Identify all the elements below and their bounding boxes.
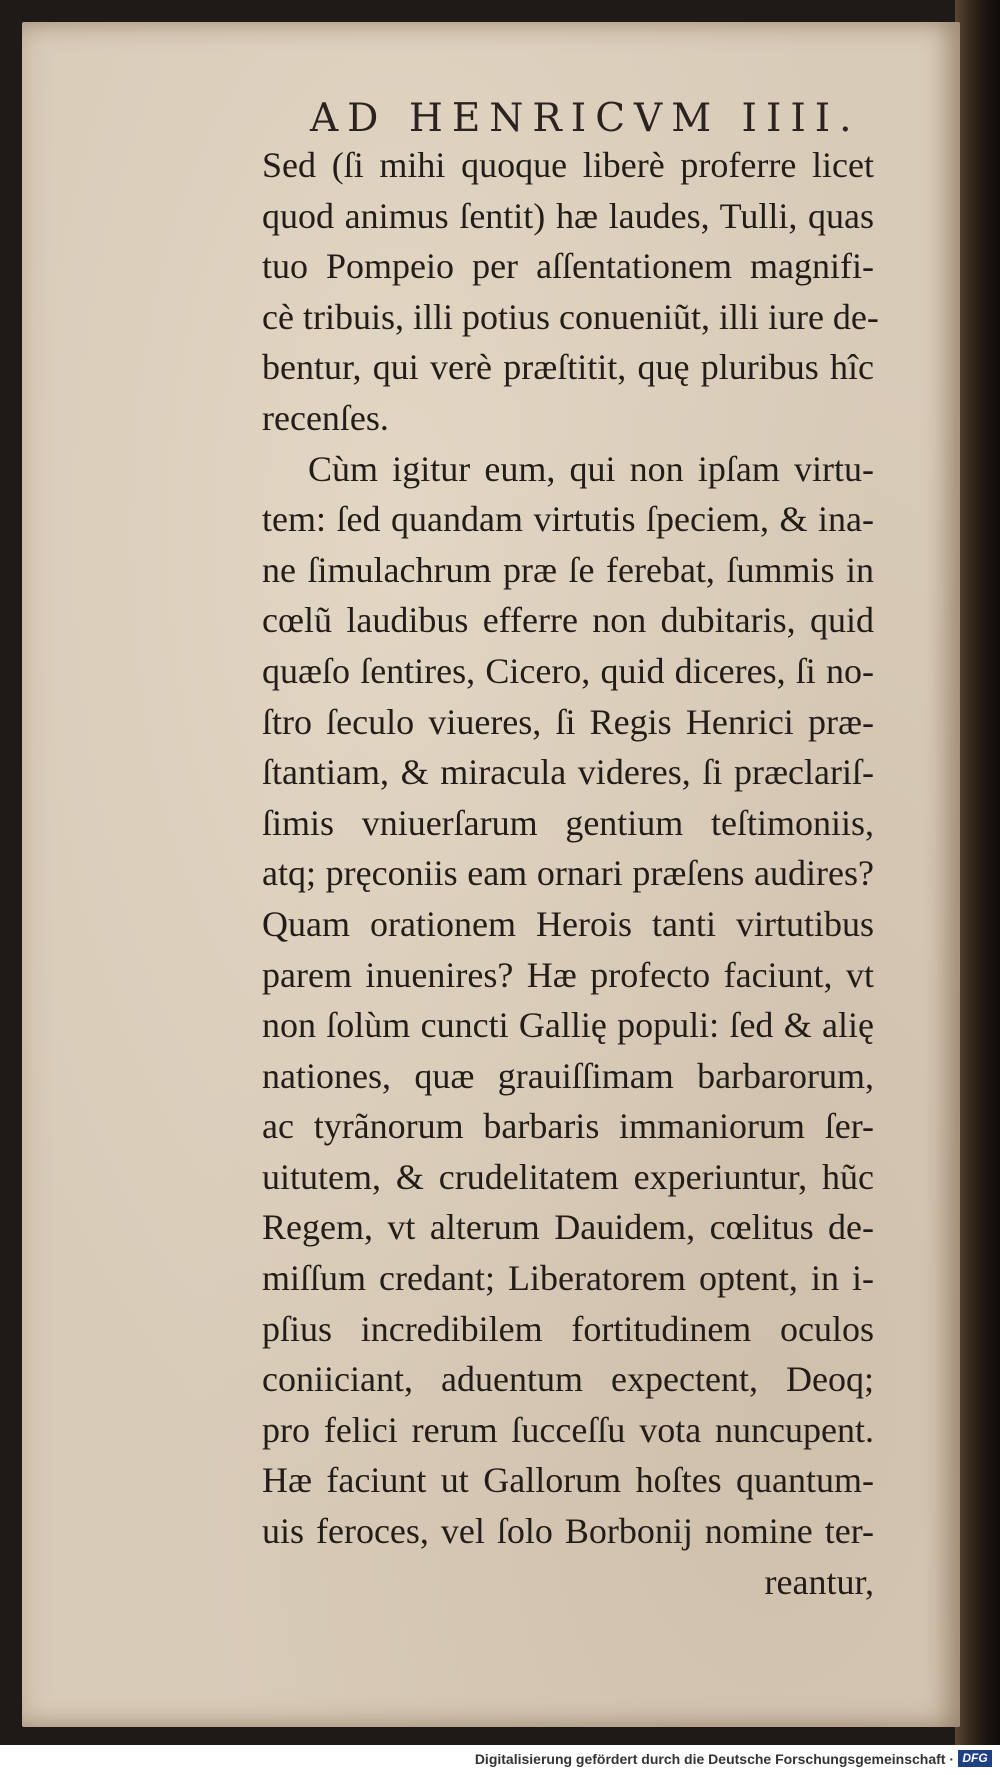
text-line: cè tribuis, illi potius conueniũt, illi iure de- bbox=[262, 296, 879, 337]
text-line: atq; pręconiis eam ornari præſens audires? bbox=[262, 853, 874, 894]
text-line: ſimis vniuerſarum gentium teſtimoniis, bbox=[262, 802, 874, 843]
text-line: quod animus ſentit) hæ laudes, Tulli, quas bbox=[262, 195, 874, 236]
text-line: non ſolùm cuncti Gallię populi: ſed & alię bbox=[262, 1005, 874, 1046]
text-line: bentur, qui verè præſtitit, quę pluribus hîc bbox=[262, 347, 874, 388]
text-line: coniiciant, aduentum expectent, Deoq; bbox=[262, 1359, 874, 1400]
text-line: ac tyrãnorum barbaris immaniorum ſer- bbox=[262, 1106, 874, 1147]
funding-credit: Digitalisierung gefördert durch die Deutsche Forschungsgemeinschaft · bbox=[474, 1751, 954, 1767]
text-line: ſtantiam, & miracula videres, ſi præclariſ- bbox=[262, 752, 874, 793]
running-head: AD HENRICVM IIII. bbox=[310, 96, 861, 141]
text-line: nationes, quæ grauiſſimam barbarorum, bbox=[262, 1055, 874, 1096]
digitization-footer bbox=[0, 1745, 1000, 1775]
text-line: recenſes. bbox=[262, 397, 389, 438]
book-binding-edge bbox=[955, 0, 1000, 1745]
text-line: pro felici rerum ſucceſſu vota nuncupent. bbox=[262, 1409, 874, 1450]
dfg-logo: DFG bbox=[958, 1750, 992, 1767]
text-line: Regem, vt alterum Dauidem, cœlitus de- bbox=[262, 1207, 874, 1248]
text-line: tuo Pompeio per aſſentationem magnifi- bbox=[262, 246, 874, 287]
text-line: uis feroces, vel ſolo Borbonij nomine ter- bbox=[262, 1511, 874, 1552]
text-line: Quam orationem Herois tanti virtutibus bbox=[262, 903, 874, 944]
text-line: miſſum credant; Liberatorem optent, in i- bbox=[262, 1258, 874, 1299]
text-line: quæſo ſentires, Cicero, quid diceres, ſi no- bbox=[262, 650, 874, 691]
text-line: cœlũ laudibus efferre non dubitaris, quid bbox=[262, 600, 874, 641]
text-line: ſtro ſeculo viueres, ſi Regis Henrici præ- bbox=[262, 701, 874, 742]
text-line: parem inuenires? Hæ profecto faciunt, vt bbox=[262, 954, 874, 995]
text-line: Sed (ſi mihi quoque liberè proferre licet bbox=[262, 145, 874, 185]
text-line: pſius incredibilem fortitudinem oculos bbox=[262, 1308, 874, 1349]
text-block bbox=[262, 140, 879, 1607]
text-line: uitutem, & crudelitatem experiuntur, hũc bbox=[262, 1156, 874, 1197]
text-line: ne ſimulachrum præ ſe ferebat, ſummis in bbox=[262, 549, 874, 590]
text-line: tem: ſed quandam virtutis ſpeciem, & ina- bbox=[262, 499, 874, 540]
text-line: Hæ faciunt ut Gallorum hoſtes quantum- bbox=[262, 1460, 874, 1501]
text-line-paragraph-start: Cùm igitur eum, qui non ipſam virtu- bbox=[308, 448, 874, 489]
catchword: reantur, bbox=[764, 1561, 874, 1602]
